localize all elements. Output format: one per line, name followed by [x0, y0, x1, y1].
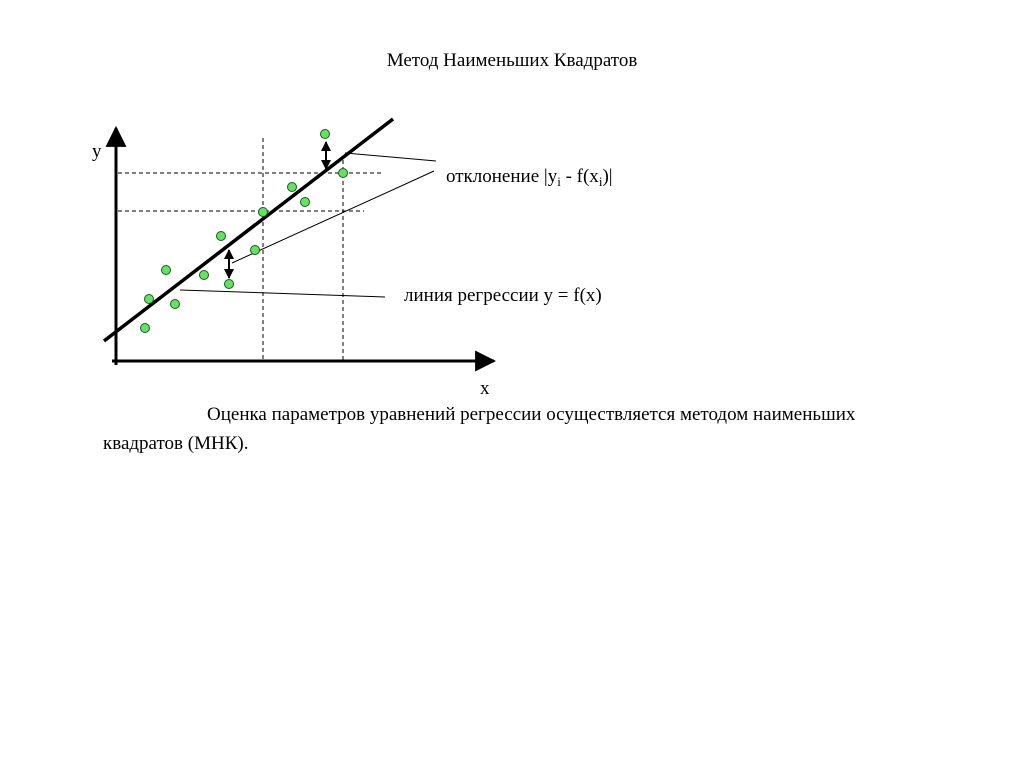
data-point	[162, 266, 171, 275]
data-point	[301, 198, 310, 207]
data-point	[145, 295, 154, 304]
y-axis-label: y	[92, 141, 102, 162]
data-point	[339, 169, 348, 178]
x-axis-label: x	[480, 378, 490, 399]
regression-pointer	[180, 290, 385, 297]
data-point	[259, 208, 268, 217]
data-point	[321, 130, 330, 139]
regression-label: линия регрессии y = f(x)	[404, 285, 602, 306]
data-point	[217, 232, 226, 241]
data-point	[200, 271, 209, 280]
data-point	[288, 183, 297, 192]
data-point	[225, 280, 234, 289]
deviation-pointer-upper	[345, 153, 436, 161]
deviation-pointer-lower	[232, 171, 434, 263]
slide-title: Метод Наименьших Квадратов	[386, 50, 638, 71]
regression-line	[104, 119, 393, 341]
caption-text: Оценка параметров уравнений регрессии осуществляется методом наименьших квадратов (МНК).	[103, 404, 856, 454]
data-point	[251, 246, 260, 255]
data-point	[171, 300, 180, 309]
label-pointers	[180, 153, 436, 297]
data-points	[141, 130, 348, 333]
data-point	[141, 324, 150, 333]
deviation-label: отклонение $|y_i - f(x_i)|$	[446, 166, 613, 189]
